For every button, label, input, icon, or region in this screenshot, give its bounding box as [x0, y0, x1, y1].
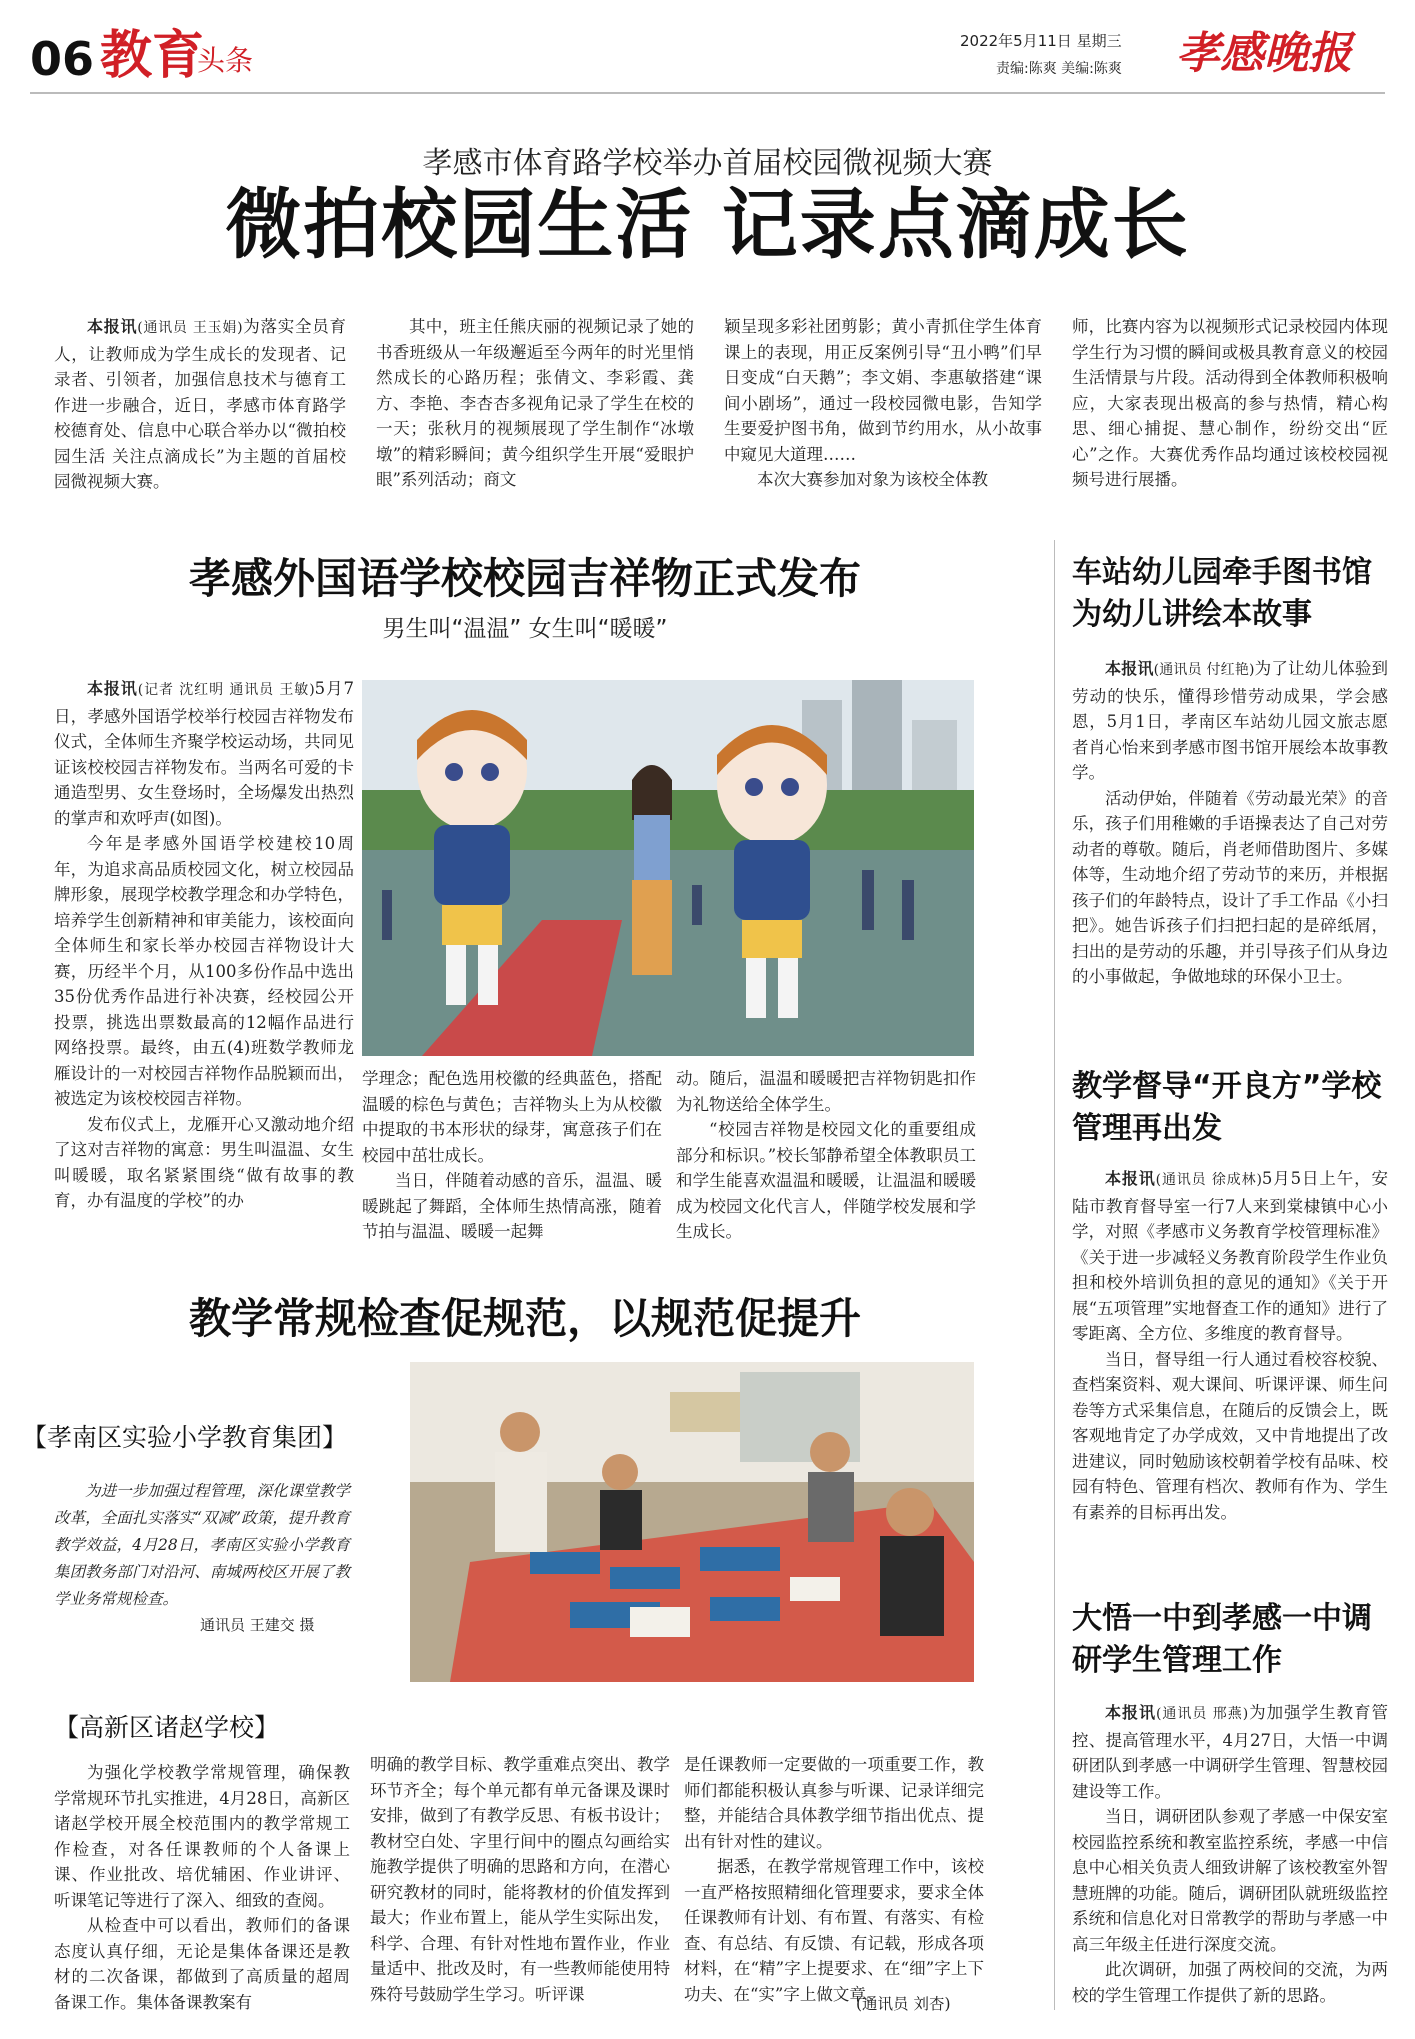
lead-col-1	[54, 314, 346, 491]
lead-col-3	[724, 314, 1042, 489]
mascot-photo	[362, 680, 974, 1056]
column-divider	[1054, 540, 1055, 2010]
byline: (通讯员 王玉娟)	[137, 320, 243, 336]
routine-col-2	[370, 1752, 670, 2018]
dawu-headline: 大悟一中到孝感一中调研学生管理工作	[1072, 1601, 1372, 1678]
lead-col-2	[376, 314, 694, 489]
dateline: 本报讯	[1105, 1703, 1156, 1722]
paragraph: 此次调研，加强了两校间的交流，为两校的学生管理工作提供了新的思路。	[1072, 1960, 1388, 2005]
paragraph: “校园吉祥物是校园文化的重要组成部分和标识。”校长邹静希望全体教职员工和学生能喜欢温温和暖暖，让温温和暖暖成为校园文化代言人，伴随学校发展和学生成长。	[676, 1120, 976, 1241]
paragraph: 明确的教学目标、教学重难点突出、教学环节齐全；每个单元都有单元备课及课时安排，做到了有教学反思、有板书设计；教材空白处、字里行间中的圈点勾画给实施教学提供了明确的思路和方向，在潜心研究教材的同时，能将教材的价值发挥到最大；作业布置上，能从学生实际出发，科学、合理、有针对性地布置作业，作业量适中、批改及时，有一些教师能使用特殊符号鼓励学生学习。听评课	[370, 1755, 670, 2004]
paragraph: 为加强学生教育管控、提高管理水平，4月27日，大悟一中调研团队到孝感一中调研学生管理、智慧校园建设等工作。	[1072, 1703, 1388, 1801]
photo-caption: 为进一步加强过程管理，深化课堂教学改革，全面扎实落实“双减”政策，提升教育教学效益，4月28日，孝南区实验小学教育集团教务部门对沿河、南城两校区开展了教学业务常规检查。	[54, 1482, 350, 1608]
routine-headline: 教学常规检查促规范，以规范促提升	[188, 1294, 861, 1343]
classroom-photo-illustration	[410, 1362, 974, 1682]
newspaper-logo: 孝感晚报	[1176, 28, 1352, 79]
paragraph: 本次大赛参加对象为该校全体教	[757, 470, 988, 489]
byline: (通讯员 徐成林)	[1155, 1172, 1262, 1188]
paragraph: 师，比赛内容为以视频形式记录校园内体现学生行为习惯的瞬间或极具教育意义的校园生活情景与片段。活动得到全体教师积极响应，大家表现出极高的参与热情，精心构思、细心捕捉、慧心制作，纷纷交出“匠心”之作。大赛优秀作品均通过该校校园视频号进行展播。	[1072, 317, 1388, 489]
paragraph: 动。随后，温温和暖暖把吉祥物钥匙扣作为礼物送给全体学生。	[676, 1069, 976, 1114]
supervision-body	[1072, 1166, 1388, 1528]
dateline: 本报讯	[1105, 1169, 1156, 1188]
supervision-headline: 教学督导“开良方”学校管理再出发	[1072, 1069, 1382, 1146]
lead-col-4	[1072, 314, 1388, 489]
mascot-headline: 孝感外国语学校校园吉祥物正式发布	[188, 554, 861, 603]
paragraph: 当日，调研团队参观了孝感一中保安室校园监控系统和教室监控系统，孝感一中信息中心相关负责人细致讲解了该校教室外智慧班牌的功能。随后，调研团队就班级监控系统和信息化对日常教学的帮助与孝感一中高三年级主任进行深度交流。	[1072, 1807, 1388, 1954]
paragraph: 5月5日上午，安陆市教育督导室一行7人来到棠棣镇中心小学，对照《孝感市义务教育学校管理标准》《关于进一步减轻义务教育阶段学生作业负担和校外培训负担的意见的通知》《关于开展“五项管理”实地督查工作的通知》进行了零距离、全方位、多维度的教育督导。	[1072, 1169, 1388, 1343]
paragraph: 活动伊始，伴随着《劳动最光荣》的音乐，孩子们用稚嫩的手语操表达了自己对劳动者的尊敬。随后，肖老师借助图片、多媒体等，生动地介绍了劳动节的来历，并根据孩子们的年龄特点，设计了手工作品《小扫把》。她告诉孩子们扫把扫起的是碎纸屑，扫出的是劳动的乐趣，并引导孩子们从身边的小事做起，争做地球的环保小卫士。	[1072, 788, 1388, 986]
dateline: 本报讯	[87, 679, 138, 698]
byline: (记者 沈红明 通讯员 王敏)	[137, 682, 315, 698]
photo-credit: 通讯员 王建交 摄	[200, 1616, 315, 1634]
lead-headline: 微拍校园生活 记录点滴成长	[225, 180, 1190, 269]
routine-credit: (通讯员 刘杏)	[856, 1995, 951, 2013]
dateline: 本报讯	[87, 317, 138, 336]
mascot-subhead: 男生叫“温温” 女生叫“暖暖”	[382, 616, 668, 642]
section-title: 教育	[100, 26, 205, 86]
byline: (通讯员 付红艳)	[1153, 662, 1255, 678]
paragraph: 为了让幼儿体验到劳动的快乐，懂得珍惜劳动成果，学会感恩，5月1日，孝南区车站幼儿园文旅志愿者肖心怡来到孝感市图书馆开展绘本故事教学。	[1072, 659, 1389, 782]
editors: 责编:陈爽 美编:陈爽	[996, 61, 1122, 77]
paragraph: 今年是孝感外国语学校建校10周年，为追求高品质校园文化，树立校园品牌形象，展现学校教学理念和办学特色，培养学生创新精神和审美能力，该校面向全体师生和家长举办校园吉祥物设计大赛，历经半个月，从100多份作品中选出35份优秀作品进行补决赛，经校园公开投票，挑选出票数最高的12幅作品进行网络投票。最终，由五(4)班数学教师龙雁设计的一对校园吉祥物作品脱颖而出，被选定为该校校园吉祥物。	[54, 834, 354, 1108]
paragraph: 为强化学校教学常规管理，确保教学常规环节扎实推进，4月28日，高新区诸赵学校开展全校范围内的教学常规工作检查，对各任课教师的个人备课上课、作业批改、培优辅困、作业讲评、听课笔记等进行了深入、细致的查阅。	[54, 1763, 350, 1910]
library-body	[1072, 656, 1388, 1008]
paragraph: 为落实全员育人，让教师成为学生成长的发现者、记录者、引领者，加强信息技术与德育工作进一步融合，近日，孝感市体育路学校德育处、信息中心联合举办以“微拍校园生活 关注点滴成长”为主题的首届校园微视频大赛。	[54, 317, 346, 491]
classroom-photo	[410, 1362, 974, 1682]
paragraph: 学理念；配色选用校徽的经典蓝色，搭配温暖的棕色与黄色；吉祥物头上为从校徽中提取的书本形状的绿芽，寓意孩子们在校园中茁壮成长。	[362, 1069, 662, 1165]
mascot-col-1	[54, 676, 354, 1236]
routine-col-1	[54, 1760, 350, 2018]
paragraph: 据悉，在教学常规管理工作中，该校一直严格按照精细化管理要求，要求全体任课教师有计划、有布置、有落实、有检查、有总结、有反馈、有记载，形成各项材料，在“精”字上提要求、在“细”字上下功夫、在“实”字上做文章。	[684, 1857, 984, 2004]
paragraph: 5月7日，孝感外国语学校举行校园吉祥物发布仪式，全体师生齐聚学校运动场，共同见证该校校园吉祥物发布。当两名可爱的卡通造型男、女生登场时，全场爆发出热烈的掌声和欢呼声(如图)。	[54, 679, 354, 828]
byline: (通讯员 邢燕)	[1155, 1706, 1249, 1722]
dawu-body	[1072, 1700, 1388, 2018]
tag-zhuzhao: 【高新区诸赵学校】	[54, 1713, 280, 1742]
tag-xiaonan: 【孝南区实验小学教育集团】	[22, 1423, 348, 1452]
mascot-col-3	[676, 1066, 976, 1241]
dateline: 本报讯	[1105, 659, 1154, 678]
paragraph: 当日，伴随着动感的音乐，温温、暖暖跳起了舞蹈，全体师生热情高涨，随着节拍与温温、暖暖一起舞	[362, 1171, 662, 1241]
section-subtitle: 头条	[197, 44, 254, 77]
page-number: 06	[30, 32, 95, 86]
mascot-col-2	[362, 1066, 662, 1241]
paragraph: 发布仪式上，龙雁开心又激动地介绍了这对吉祥物的寓意：男生叫温温、女生叫暖暖，取名紧紧围绕“做有故事的教育，办有温度的学校”的办	[54, 1114, 354, 1210]
masthead-divider	[30, 92, 1385, 94]
library-headline: 车站幼儿园牵手图书馆为幼儿讲绘本故事	[1072, 555, 1372, 632]
paragraph: 其中，班主任熊庆丽的视频记录了她的书香班级从一年级邂逅至今两年的时光里悄然成长的心路历程；张倩文、李彩霞、龚方、李艳、李杏杏多视角记录了学生在校的一天；张秋月的视频展现了学生制作“冰墩墩”的精彩瞬间；黄今组织学生开展“爱眼护眼”系列活动；商文	[376, 317, 694, 489]
lead-kicker: 孝感市体育路学校举办首届校园微视频大赛	[422, 146, 993, 181]
paragraph: 是任课教师一定要做的一项重要工作，教师们都能积极认真参与听课、记录详细完整，并能结合具体教学细节指出优点、提出有针对性的建议。	[684, 1755, 984, 1851]
mascot-photo-illustration	[362, 680, 974, 1056]
paragraph: 从检查中可以看出，教师们的备课态度认真仔细，无论是集体备课还是教材的二次备课，都做到了高质量的超周备课工作。集体备课教案有	[54, 1916, 350, 2012]
paragraph: 颖呈现多彩社团剪影；黄小青抓住学生体育课上的表现，用正反案例引导“丑小鸭”们早日变成“白天鹅”；李文娟、李惠敏搭建“课间小剧场”，通过一段校园微电影，告知学生要爱护图书角，做到节约用水，从小故事中窥见大道理……	[724, 317, 1042, 464]
paragraph: 当日，督导组一行人通过看校容校貌、查档案资料、观大课间、听课评课、师生问卷等方式采集信息，在随后的反馈会上，既客观地肯定了办学成效，又中肯地提出了改进建议，同时勉励该校朝着学校有品味、校园有特色、管理有档次、教师有作为、学生有素养的目标再出发。	[1072, 1349, 1388, 1522]
issue-date: 2022年5月11日 星期三	[960, 32, 1122, 50]
